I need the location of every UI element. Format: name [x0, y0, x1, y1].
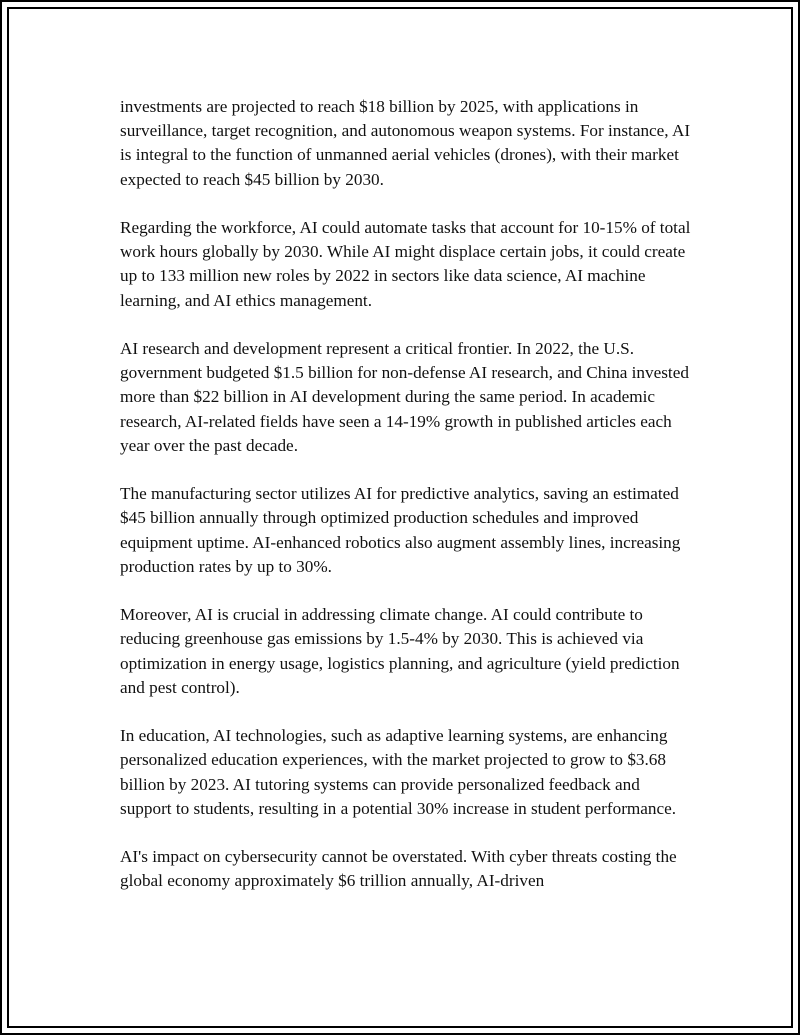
paragraph-climate-change: Moreover, AI is crucial in addressing climate change. AI could contribute to reducing greenhouse gas emissions by 1.5-4% by 2030. This is achieved via optimization in energy usage, logistics planning, and agriculture (yield prediction and pest control).: [120, 605, 680, 697]
paragraph-workforce: Regarding the workforce, AI could automate tasks that account for 10-15% of total work hours globally by 2030. While AI might displace certain jobs, it could create up to 133 million new roles by 2022 in sectors like data science, AI machine learning, and AI ethics management.: [120, 218, 691, 310]
paragraph-research-development: AI research and development represent a critical frontier. In 2022, the U.S. government budgeted $1.5 billion for non-defense AI research, and China invested more than $22 billion in AI development during the same period. In academic research, AI-related fields have seen a 14-19% growth in published articles each year over the past decade.: [120, 339, 689, 455]
paragraph-manufacturing: The manufacturing sector utilizes AI for predictive analytics, saving an estimated $45 billion annually through optimized production schedules and improved equipment uptime. AI-enhanced robotics also augment assembly lines, increasing production rates by up to 30%.: [120, 484, 681, 576]
paragraph-education: In education, AI technologies, such as adaptive learning systems, are enhancing personalized education experiences, with the market projected to grow to $3.68 billion by 2023. AI tutoring systems can provide personalized feedback and support to students, resulting in a potential 30% increase in student performance.: [120, 726, 677, 818]
paragraph-cybersecurity: AI's impact on cybersecurity cannot be overstated. With cyber threats costing the global economy approximately $6 trillion annually, AI-driven: [120, 847, 677, 891]
document-body: [120, 95, 695, 918]
paragraph-defense-investments: investments are projected to reach $18 billion by 2025, with applications in surveillance, target recognition, and autonomous weapon systems. For instance, AI is integral to the function of unmanned aerial vehicles (drones), with their market expected to reach $45 billion by 2030.: [120, 97, 691, 189]
